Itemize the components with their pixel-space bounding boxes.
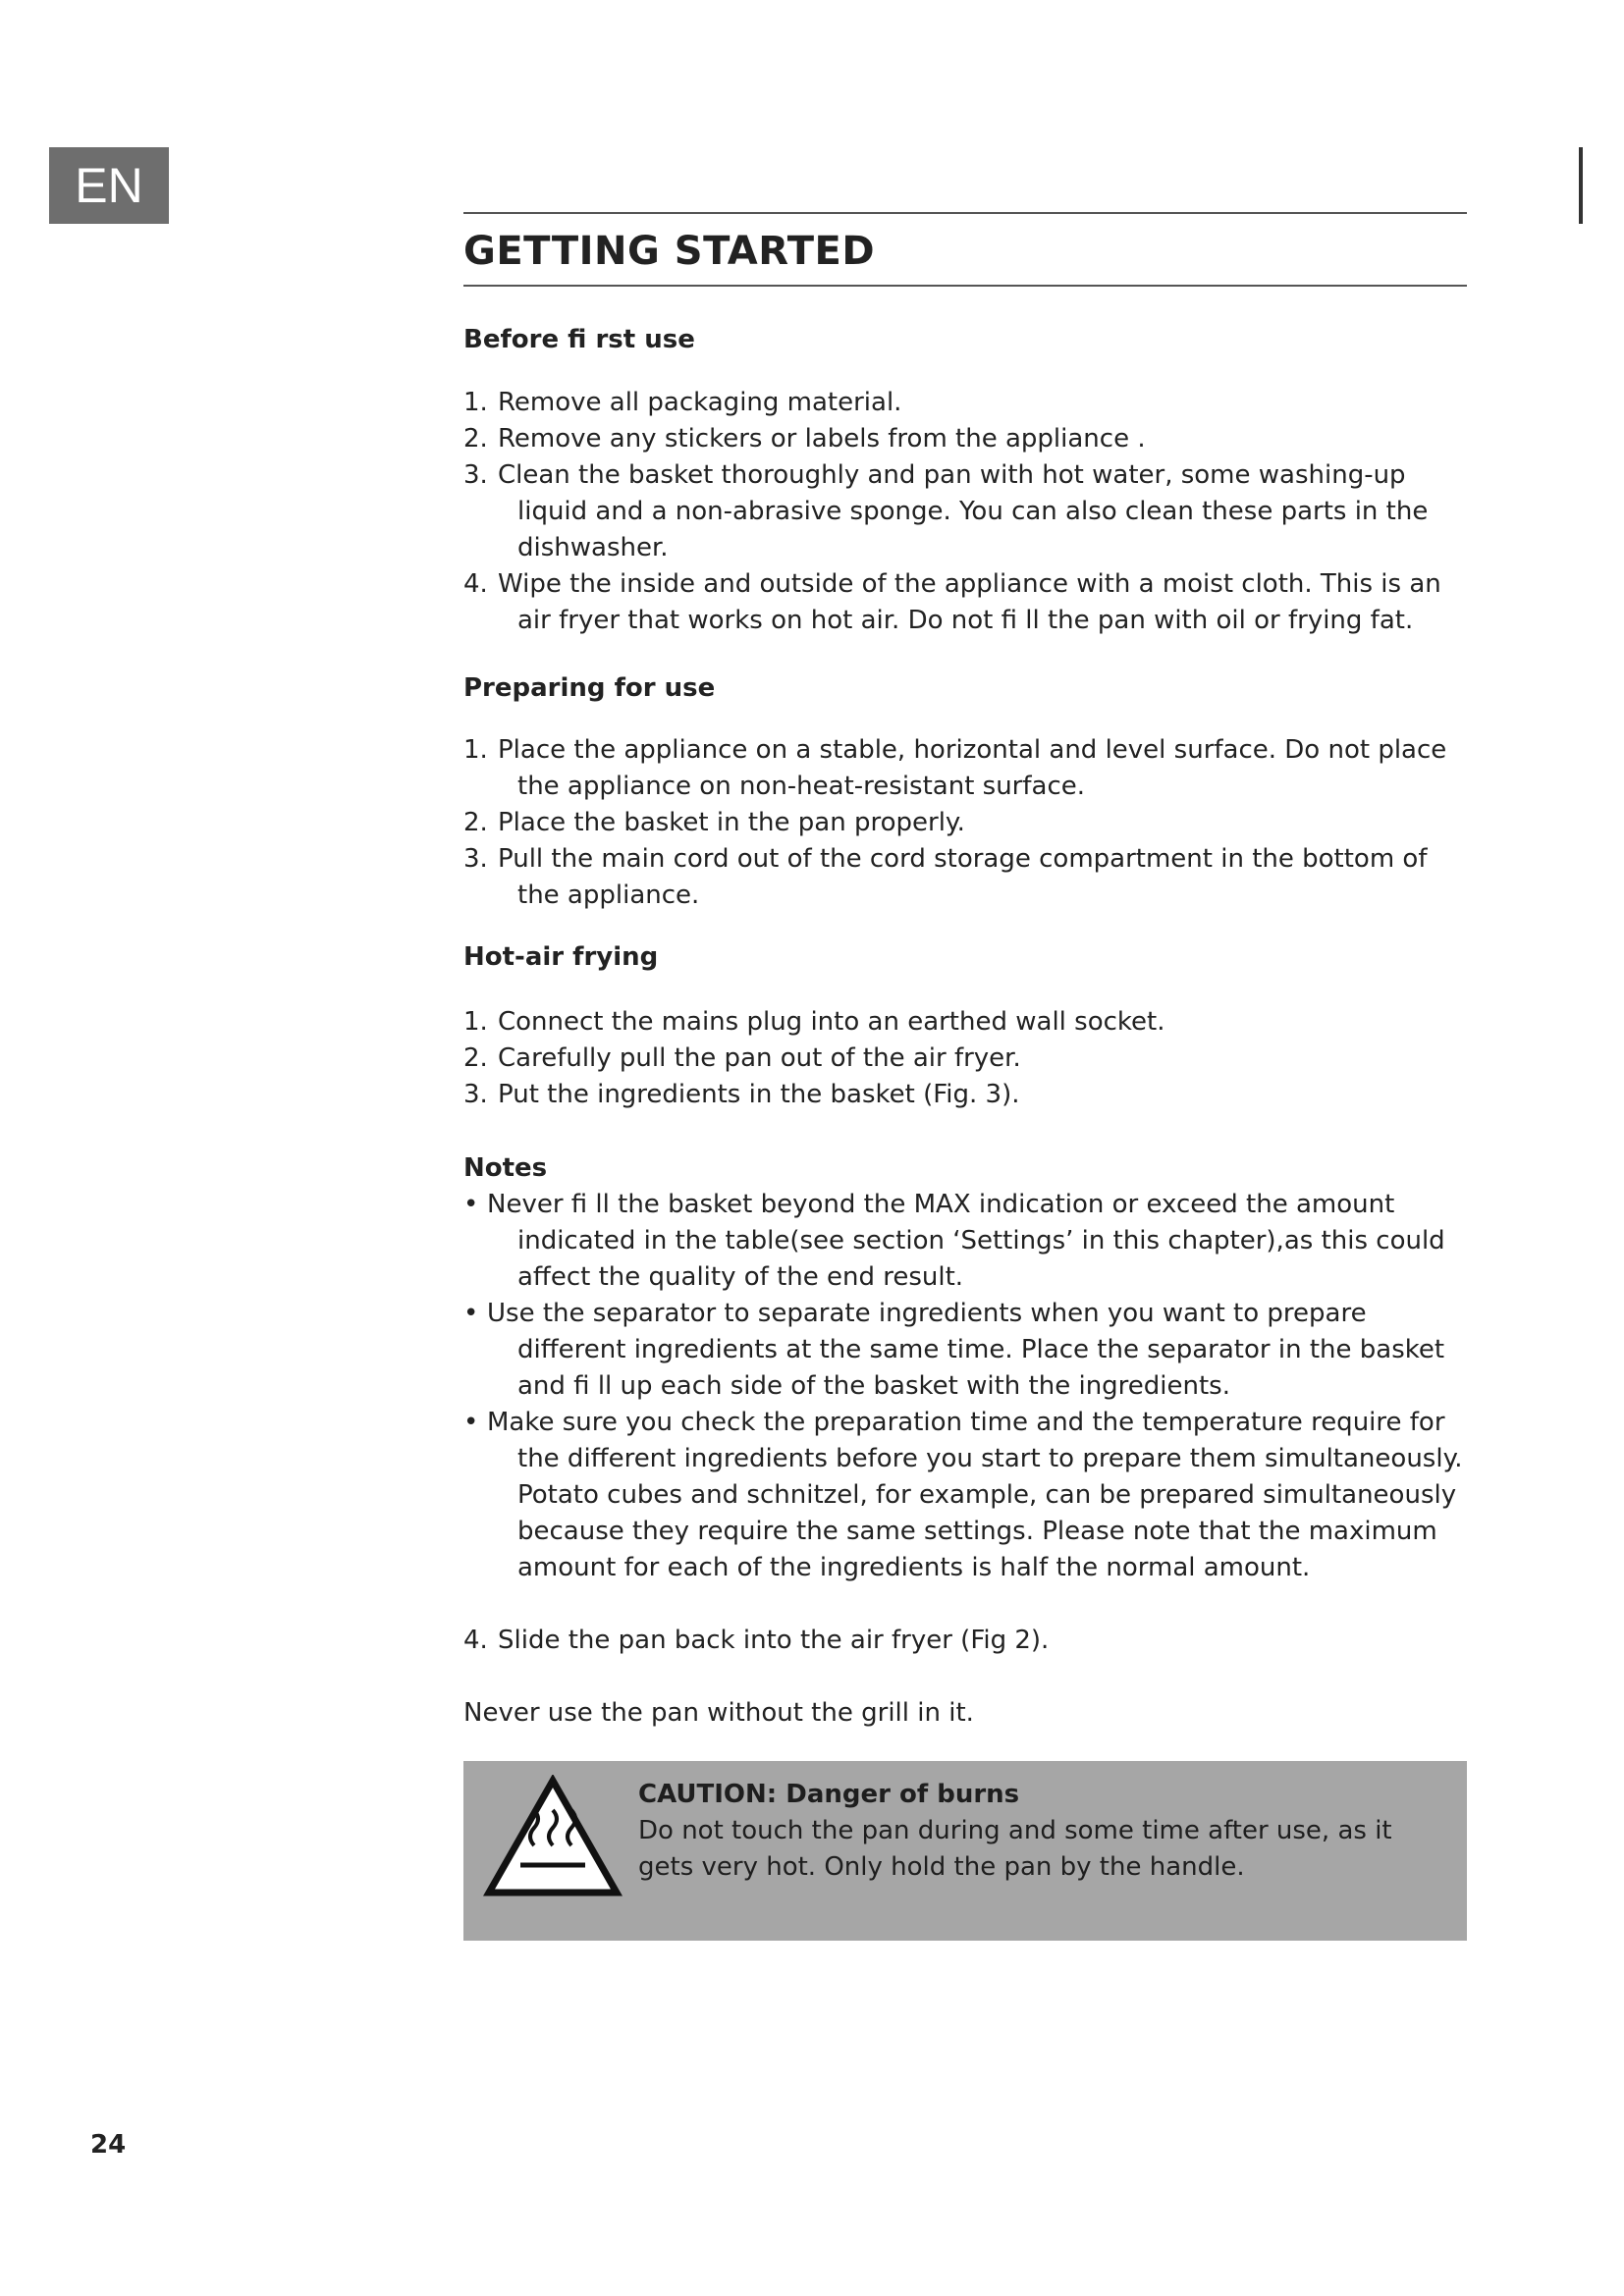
step-number: 3. xyxy=(463,460,488,491)
caution-title: CAUTION: Danger of burns xyxy=(638,1779,1020,1809)
section-heading-preparing-for-use: Preparing for use xyxy=(463,673,716,704)
section-heading-notes: Notes xyxy=(463,1153,548,1184)
step-number: 3. xyxy=(463,843,488,874)
step-text: Wipe the inside and outside of the appliance with a moist cloth. This is an air fryer that works on hot air. Do not fi ll the pan with oil or frying fat. xyxy=(498,569,1441,636)
main-content xyxy=(463,212,1467,1941)
note-text: Use the separator to separate ingredients when you want to prepare different ingredients at the same time. Place the separator in the basket and fi ll up each side of the basket with the ingredients. xyxy=(487,1298,1445,1401)
step-4 xyxy=(463,1623,1467,1659)
step-number: 2. xyxy=(463,424,488,454)
grill-note: Never use the pan without the grill in it. xyxy=(463,1697,974,1728)
list-item xyxy=(463,457,1467,566)
step-number: 1. xyxy=(463,388,488,418)
page-number: 24 xyxy=(90,2130,127,2160)
bullet-marker: • xyxy=(463,1189,479,1219)
step-number: 1. xyxy=(463,734,488,765)
title-rule-bottom xyxy=(463,285,1467,287)
caution-body: Do not touch the pan during and some time after use, as it gets very hot. Only hold the pan by the handle. xyxy=(638,1815,1392,1882)
step-number: 1. xyxy=(463,1007,488,1038)
step-number: 3. xyxy=(463,1080,488,1110)
step-text: Place the basket in the pan properly. xyxy=(498,807,965,837)
step-text: Clean the basket thoroughly and pan with hot water, some washing-up liquid and a non-abrasive sponge. You can also clean these parts in the dishwasher. xyxy=(498,460,1429,563)
language-tab: EN xyxy=(49,147,169,224)
step-number: 2. xyxy=(463,1043,488,1074)
section-heading-before-first-use: Before fi rst use xyxy=(463,325,695,354)
section-heading-hot-air-frying: Hot-air frying xyxy=(463,941,659,972)
note-text: Never fi ll the basket beyond the MAX indication or exceed the amount indicated in the table(see section ‘Settings’ in this chapter),as this could affect the quality of the end result. xyxy=(487,1189,1445,1292)
hot-surface-warning-icon xyxy=(483,1775,623,1898)
edge-marker xyxy=(1579,147,1583,224)
list-item xyxy=(463,1004,1467,1041)
page-title: GETTING STARTED xyxy=(463,229,876,274)
step-number: 4. xyxy=(463,569,488,600)
list-item xyxy=(463,566,1467,639)
caution-box xyxy=(463,1761,1467,1941)
step-text: Carefully pull the pan out of the air fryer. xyxy=(498,1043,1021,1074)
list-item xyxy=(463,732,1467,805)
step-number: 4. xyxy=(463,1625,488,1655)
step-text: Slide the pan back into the air fryer (Fig 2). xyxy=(498,1625,1050,1655)
step-text: Place the appliance on a stable, horizontal and level surface. Do not place the appliance on non-heat-resistant surface. xyxy=(498,734,1447,801)
bullet-marker: • xyxy=(463,1407,479,1437)
list-item xyxy=(463,1041,1467,1077)
step-text: Put the ingredients in the basket (Fig. 3). xyxy=(498,1080,1020,1110)
list-item xyxy=(463,1405,1467,1586)
notes-list xyxy=(463,1187,1467,1586)
title-rule-top xyxy=(463,212,1467,214)
list-item xyxy=(463,421,1467,457)
before-first-use-list xyxy=(463,385,1467,639)
list-item xyxy=(463,385,1467,421)
list-item xyxy=(463,1296,1467,1405)
list-item xyxy=(463,1077,1467,1113)
list-item xyxy=(463,1187,1467,1296)
step-text: Connect the mains plug into an earthed wall socket. xyxy=(498,1007,1165,1038)
step-text: Remove all packaging material. xyxy=(498,388,902,418)
list-item xyxy=(463,841,1467,914)
step-text: Remove any stickers or labels from the appliance . xyxy=(498,424,1146,454)
list-item xyxy=(463,805,1467,841)
preparing-for-use-list xyxy=(463,732,1467,914)
caution-text xyxy=(638,1777,1428,1886)
bullet-marker: • xyxy=(463,1298,479,1328)
note-text: Make sure you check the preparation time and the temperature require for the different ingredients before you start to prepare them simultaneously. Potato cubes and schnitzel, for example, can be prepared simultaneously because they require the same settings. Please note that the maximum amount for each of the ingredients is half the normal amount. xyxy=(487,1407,1463,1582)
hot-air-frying-list xyxy=(463,1004,1467,1113)
step-number: 2. xyxy=(463,807,488,837)
step-text: Pull the main cord out of the cord storage compartment in the bottom of the appliance. xyxy=(498,843,1428,910)
